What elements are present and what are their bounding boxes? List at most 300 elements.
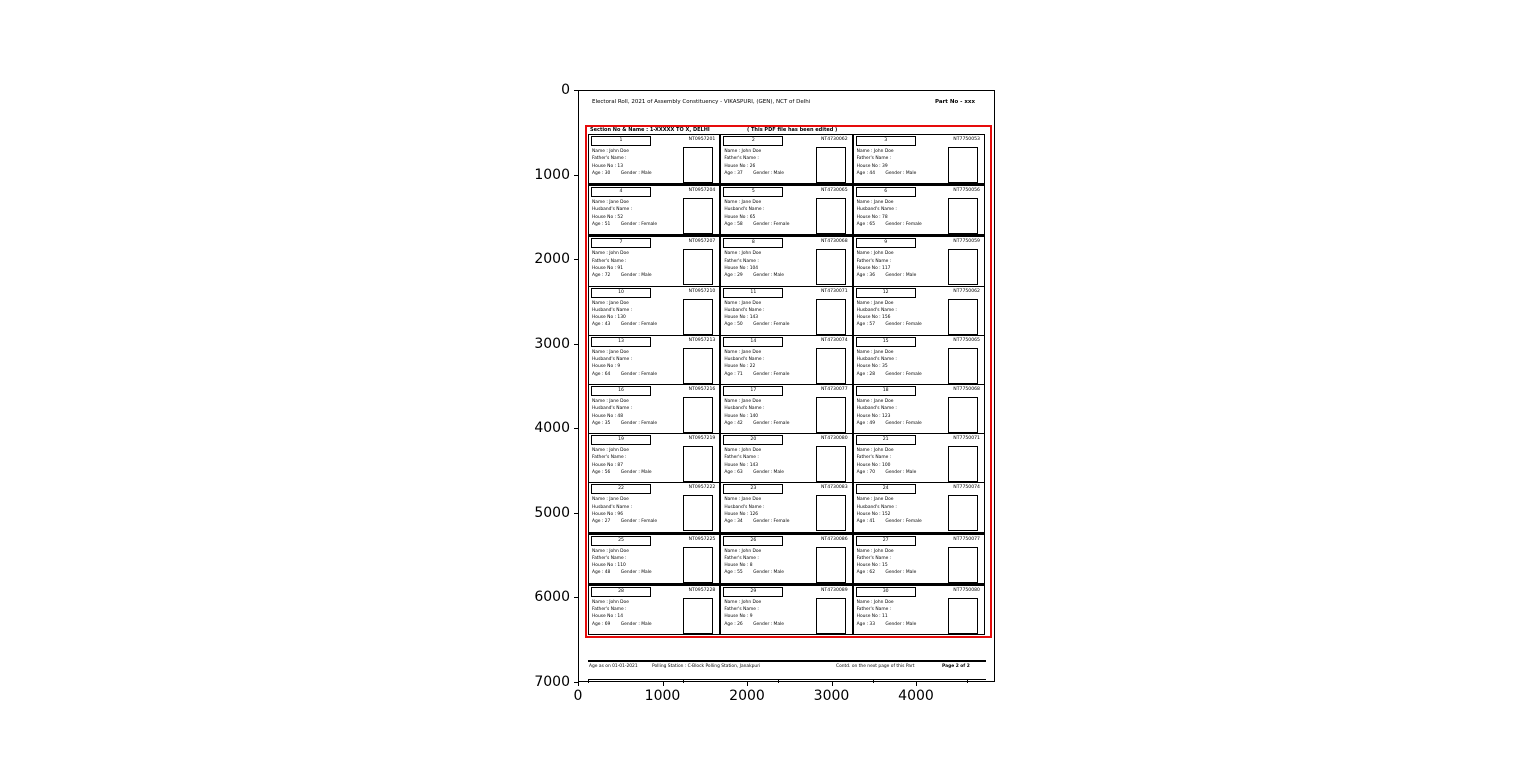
voter-relation: Father's Name : [724,607,759,613]
voter-details [724,548,784,577]
voter-name: Name : Jane Doe [724,200,762,206]
voter-gender: Gender : Female [753,371,790,377]
voter-name: Name : Jane Doe [856,300,894,306]
voter-age-gender [592,469,652,476]
serial-number: 10 [618,289,624,295]
x-tick-mark [747,682,748,686]
voter-relation: Father's Name : [724,555,759,561]
voter-name: Name : John Doe [724,548,762,554]
photo-placeholder [948,397,978,433]
part-number: Part No - xxx [935,99,975,105]
serial-number: 27 [882,537,889,543]
y-tick-label: 1000 [534,166,570,183]
footer-page-number: Page 2 of 2 [942,664,970,669]
epic-number: NT4730077 [820,387,848,393]
voter-name: Name : John Doe [724,448,762,454]
voter-age-gender [724,569,784,576]
serial-number-box [856,435,916,445]
voter-age: Age : 35 [592,420,611,426]
voter-age-gender [857,272,917,279]
voter-name: Name : Jane Doe [856,399,894,405]
voter-age: Age : 26 [724,621,743,627]
y-tick-label: 6000 [534,589,570,606]
voter-age: Age : 56 [592,470,611,476]
voter-gender: Gender : Male [753,170,784,176]
voter-card [589,237,721,285]
photo-placeholder [683,299,713,335]
epic-number: NT7750065 [953,337,980,343]
voter-name: Name : Jane Doe [724,300,762,306]
voter-gender: Gender : Female [753,222,790,227]
voter-relation: Husband's Name : [856,406,897,412]
voter-age: Age : 37 [724,170,743,176]
x-tick-mark [578,682,579,686]
voter-card [589,385,721,433]
serial-number: 13 [618,338,624,344]
voter-details [857,300,922,329]
voter-house: House No : 156 [856,315,891,321]
voter-relation: Husband's Name : [724,207,765,213]
epic-number: NT4730068 [820,239,848,245]
voter-age: Age : 69 [592,621,611,627]
voter-age: Age : 34 [724,519,743,525]
voter-details [724,349,789,378]
voter-relation: Father's Name : [724,455,759,461]
voter-relation: Husband's Name : [592,504,633,510]
voter-house: House No : 39 [856,163,888,169]
voter-gender: Gender : Male [620,273,652,279]
voter-relation: Husband's Name : [592,406,633,412]
footer-column-tick [588,679,589,683]
voter-house: House No : 143 [724,462,759,468]
voter-details [592,199,657,228]
x-tick-mark [916,682,917,686]
serial-number-box [723,288,783,298]
voter-age: Age : 72 [592,273,611,279]
epic-number: NT0957201 [688,137,716,142]
voter-card [721,586,853,634]
voter-card [589,336,721,384]
footer-column-tick [967,679,968,683]
photo-placeholder [683,249,713,285]
voter-age-gender [592,569,652,576]
serial-number-box [591,536,651,546]
voter-house: House No : 91 [592,265,623,271]
serial-number: 25 [618,537,624,543]
plot-area [578,90,995,682]
voter-house: House No : 11 [856,614,888,620]
voter-name: Name : John Doe [856,599,894,605]
voter-relation: Husband's Name : [856,357,897,363]
voter-details [724,148,784,177]
voter-age: Age : 27 [592,519,611,525]
voter-age-gender [857,371,922,378]
voter-age-gender [592,221,657,228]
voter-details [592,300,657,329]
voter-gender: Gender : Male [620,621,652,627]
voter-house: House No : 52 [592,214,623,220]
photo-placeholder [683,446,713,482]
electoral-roll-header: Electoral Roll, 2021 of Assembly Constituency - VIKASPURI, (GEN), NCT of Delhi [592,99,811,105]
photo-placeholder [948,547,978,583]
voter-gender: Gender : Male [885,570,917,576]
voter-name: Name : Jane Doe [724,349,762,355]
epic-number: NT0957210 [688,288,716,294]
voter-details [724,199,789,228]
voter-age: Age : 30 [592,170,611,176]
photo-placeholder [816,547,846,583]
y-tick-label: 5000 [534,504,570,521]
voter-house: House No : 152 [856,511,891,517]
photo-placeholder [816,446,846,482]
voter-details [857,447,917,476]
epic-number: NT7750074 [953,485,980,491]
voter-card [854,135,984,183]
voter-age-gender [724,518,789,525]
red-annotation-box [585,125,992,638]
voter-gender: Gender : Female [620,322,658,328]
voter-relation: Husband's Name : [856,307,897,313]
voter-house: House No : 14 [592,614,623,620]
voter-gender: Gender : Male [620,570,652,576]
voter-name: Name : John Doe [592,599,629,605]
serial-number: 12 [882,289,889,295]
voter-card [854,535,984,583]
photo-placeholder [683,598,713,634]
voter-grid [588,134,985,635]
voter-age: Age : 44 [856,170,876,176]
serial-number-box [591,238,651,248]
voter-age-gender [857,170,917,177]
voter-card [854,237,984,285]
voter-age: Age : 29 [724,273,743,279]
voter-relation: Father's Name : [592,258,627,264]
footer-polling-station: Polling Station : C-Block Polling Station, Janakpuri [652,664,761,669]
voter-age-gender [724,621,784,628]
voter-name: Name : Jane Doe [592,497,629,503]
voter-name: Name : John Doe [592,548,629,554]
serial-number-box [856,136,916,146]
voter-details [857,148,917,177]
epic-number: NT4730083 [820,485,848,491]
serial-number-box [856,288,916,298]
voter-details [724,496,789,525]
voter-relation: Father's Name : [856,455,892,461]
photo-placeholder [948,147,978,183]
voter-relation: Father's Name : [724,156,759,162]
x-tick-mark [663,682,664,686]
serial-number-box [723,136,783,146]
photo-placeholder [683,348,713,384]
voter-age: Age : 42 [724,420,743,426]
voter-name: Name : John Doe [856,548,894,554]
voter-relation: Husband's Name : [724,307,765,313]
voter-age-gender [592,621,652,628]
epic-number: NT0957204 [688,188,716,194]
photo-placeholder [948,198,978,234]
voter-card [721,535,853,583]
serial-number-box [723,587,783,597]
voter-age-gender [857,469,917,476]
voter-gender: Gender : Male [885,470,917,476]
voter-house: House No : 65 [724,214,756,220]
epic-number: NT4730080 [820,436,848,442]
voter-relation: Father's Name : [592,455,627,461]
voter-house: House No : 104 [724,265,759,271]
serial-number: 16 [618,388,624,394]
serial-number: 8 [751,240,755,246]
serial-number: 19 [618,437,624,443]
voter-house: House No : 13 [592,163,623,169]
voter-age-gender [592,518,657,525]
voter-name: Name : Jane Doe [724,497,762,503]
footer-column-tick [778,679,779,683]
voter-house: House No : 100 [856,462,891,468]
serial-number: 18 [882,388,889,394]
epic-number: NT4730086 [820,536,848,542]
voter-age-gender [857,420,922,427]
voter-details [857,250,917,279]
serial-number-box [591,136,651,146]
epic-number: NT4730089 [820,587,848,593]
voter-details [857,548,917,577]
voter-house: House No : 48 [592,413,623,419]
voter-house: House No : 22 [724,364,756,370]
voter-house: House No : 110 [592,563,626,569]
voter-relation: Father's Name : [592,607,627,613]
voter-age: Age : 58 [724,222,743,227]
voter-card [721,434,853,482]
voter-details [592,398,657,427]
voter-details [592,496,657,525]
voter-card [589,483,721,531]
voter-row [589,186,984,237]
voter-gender: Gender : Female [620,222,658,227]
voter-gender: Gender : Male [885,170,917,176]
voter-house: House No : 117 [856,265,891,271]
serial-number: 9 [884,240,888,246]
voter-card [854,586,984,634]
voter-house: House No : 87 [592,462,623,468]
voter-gender: Gender : Female [753,420,790,426]
voter-age: Age : 50 [724,322,743,328]
serial-number-box [856,337,916,347]
voter-card [721,385,853,433]
voter-name: Name : John Doe [592,251,629,257]
voter-age: Age : 43 [592,322,611,328]
serial-number: 26 [750,537,757,543]
voter-card [854,483,984,531]
voter-card [589,287,721,335]
voter-name: Name : Jane Doe [856,200,894,206]
voter-name: Name : Jane Doe [592,200,629,206]
voter-gender: Gender : Female [620,519,658,525]
voter-age-gender [857,569,917,576]
photo-placeholder [948,446,978,482]
x-tick-label: 1000 [644,688,681,704]
y-tick-label: 3000 [534,335,570,352]
voter-name: Name : Jane Doe [856,349,894,355]
voter-details [857,599,917,628]
voter-details [857,496,922,525]
epic-number: NT0957225 [688,536,716,542]
photo-placeholder [948,598,978,634]
voter-card [589,186,721,234]
serial-number-box [723,435,783,445]
voter-age-gender [724,272,784,279]
photo-placeholder [816,598,846,634]
serial-number: 20 [750,437,757,443]
voter-relation: Husband's Name : [724,504,765,510]
x-tick-mark [832,682,833,686]
serial-number: 30 [882,588,889,594]
voter-relation: Husband's Name : [856,504,897,510]
voter-name: Name : John Doe [592,448,629,454]
voter-gender: Gender : Female [753,322,790,328]
voter-house: House No : 96 [592,511,623,517]
voter-gender: Gender : Male [885,273,917,279]
serial-number-box [723,187,783,197]
x-tick-label: 2000 [729,688,765,704]
serial-number-box [591,484,651,494]
voter-age-gender [592,321,657,328]
epic-number: NT4730071 [820,288,848,294]
serial-number-box [856,587,916,597]
voter-details [724,250,784,279]
voter-details [857,199,922,228]
voter-details [592,148,652,177]
x-tick-label: 4000 [898,688,934,704]
serial-number-box [856,187,916,197]
voter-name: Name : John Doe [856,448,894,454]
serial-number: 3 [884,138,888,143]
section-no-name: Section No & Name : 1-XXXXX TO X, DELHI [590,127,710,133]
voter-house: House No : 140 [724,413,759,419]
voter-age-gender [724,170,784,177]
voter-details [857,398,922,427]
voter-age: Age : 51 [592,222,611,227]
voter-relation: Husband's Name : [592,357,633,363]
voter-age: Age : 62 [856,570,876,576]
epic-number: NT0957216 [688,387,716,393]
voter-row [589,535,984,586]
voter-card [721,336,853,384]
voter-card [589,535,721,583]
epic-number: NT4730065 [820,188,848,194]
epic-number: NT7750062 [953,288,980,294]
serial-number-box [856,386,916,396]
voter-row [589,287,984,336]
voter-relation: Father's Name : [856,258,892,264]
voter-details [592,447,652,476]
serial-number: 5 [751,189,755,195]
voter-details [592,250,652,279]
epic-number: NT4730062 [820,137,848,142]
voter-age: Age : 55 [724,570,743,576]
voter-age: Age : 41 [856,519,876,525]
voter-age: Age : 33 [856,621,876,627]
voter-house: House No : 26 [724,163,756,169]
serial-number-box [723,484,783,494]
voter-name: Name : John Doe [856,251,894,257]
voter-row [589,483,984,534]
y-tick-label: 4000 [534,420,570,437]
epic-number: NT7750053 [953,137,980,142]
voter-gender: Gender : Male [753,570,784,576]
voter-details [724,398,789,427]
voter-gender: Gender : Female [620,371,658,377]
voter-card [721,135,853,183]
serial-number: 11 [750,289,757,295]
epic-number: NT7750056 [953,188,980,194]
voter-name: Name : Jane Doe [592,399,629,405]
voter-gender: Gender : Female [885,420,922,426]
voter-age-gender [857,221,922,228]
voter-age: Age : 36 [856,273,876,279]
voter-details [592,599,652,628]
voter-row [589,135,984,186]
voter-age-gender [592,420,657,427]
serial-number: 22 [618,486,624,492]
serial-number: 24 [882,486,889,492]
photo-placeholder [816,249,846,285]
epic-number: NT7750068 [953,387,980,393]
voter-age-gender [857,321,922,328]
voter-house: House No : 123 [856,413,891,419]
voter-details [724,300,789,329]
voter-row [589,385,984,434]
photo-placeholder [816,348,846,384]
epic-number: NT7750080 [953,587,980,593]
voter-row [589,434,984,483]
voter-details [724,447,784,476]
voter-age-gender [592,272,652,279]
serial-number: 4 [619,189,623,195]
epic-number: NT0957207 [688,239,716,245]
voter-relation: Father's Name : [856,555,892,561]
epic-number: NT0957222 [688,485,716,491]
photo-placeholder [948,299,978,335]
voter-age-gender [857,518,922,525]
footer-continuation-note: Contd. on the next page of this Part [836,664,915,669]
voter-name: Name : Jane Doe [856,497,894,503]
epic-number: NT0957213 [688,337,716,343]
voter-card [721,483,853,531]
voter-name: Name : Jane Doe [592,349,629,355]
epic-number: NT0957228 [688,587,716,593]
voter-name: Name : John Doe [592,149,629,154]
voter-card [854,385,984,433]
voter-gender: Gender : Female [885,371,922,377]
serial-number: 21 [882,437,889,443]
serial-number-box [723,238,783,248]
voter-age-gender [724,469,784,476]
voter-card [854,336,984,384]
voter-card [589,586,721,634]
photo-placeholder [683,198,713,234]
voter-name: Name : John Doe [724,599,762,605]
voter-card [854,186,984,234]
photo-placeholder [816,147,846,183]
voter-relation: Father's Name : [724,258,759,264]
voter-age: Age : 49 [856,420,876,426]
serial-number: 28 [618,588,624,594]
voter-row [589,237,984,286]
serial-number: 15 [882,338,889,344]
voter-name: Name : John Doe [724,149,762,154]
voter-row [589,336,984,385]
voter-relation: Husband's Name : [592,207,633,213]
